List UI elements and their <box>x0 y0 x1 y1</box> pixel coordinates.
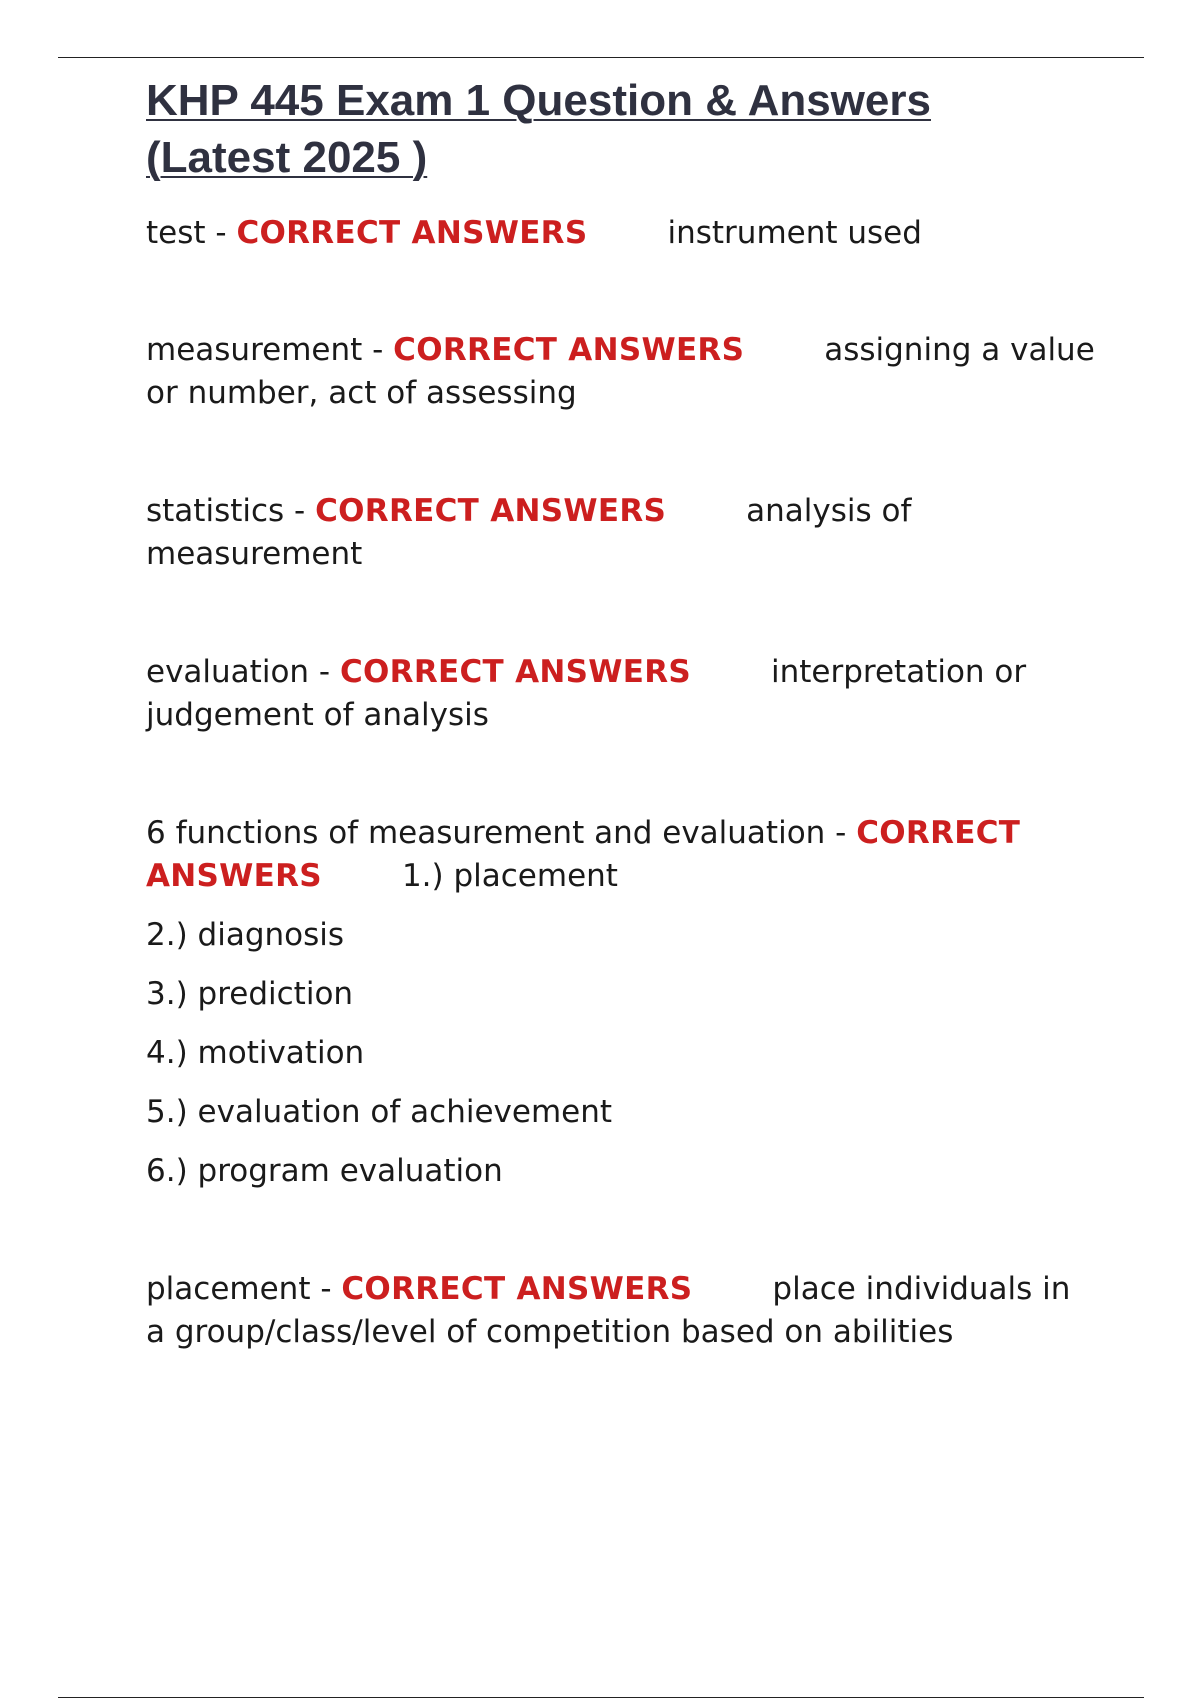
answer-marker: CORRECT ANSWERS <box>146 815 1021 894</box>
document-title <box>146 72 1096 186</box>
entry-term: test - <box>146 215 237 251</box>
qa-entry <box>146 329 1096 415</box>
list-item: 2.) diagnosis <box>146 917 345 953</box>
list-item: 6.) program evaluation <box>146 1153 503 1189</box>
entry-term: 6 functions of measurement and evaluation - <box>146 815 857 851</box>
qa-entry <box>146 812 1096 898</box>
entry-term: evaluation - <box>146 654 340 690</box>
entry-definition: 1.) placement <box>401 858 618 894</box>
entry-term: placement - <box>146 1271 342 1307</box>
entry-definition: interpretation or judgement of analysis <box>146 654 1027 733</box>
list-item: 4.) motivation <box>146 1035 365 1071</box>
entry-definition: place individuals in a group/class/level of competition based on abilities <box>146 1271 1071 1350</box>
answer-marker: CORRECT ANSWERS <box>339 654 691 690</box>
title-line-2: (Latest 2025 ) <box>146 133 428 182</box>
document-body <box>146 72 1096 1354</box>
entry-term: statistics - <box>146 493 316 529</box>
answer-marker: CORRECT ANSWERS <box>341 1271 693 1307</box>
entry-term: measurement - <box>146 332 394 368</box>
top-rule <box>58 57 1144 58</box>
answer-marker: CORRECT ANSWERS <box>315 493 667 529</box>
list-item: 3.) prediction <box>146 976 354 1012</box>
entry-definition: assigning a value or number, act of assessing <box>146 332 1095 411</box>
bottom-rule <box>58 1697 1144 1698</box>
qa-entry <box>146 1268 1096 1354</box>
answer-marker: CORRECT ANSWERS <box>393 332 745 368</box>
answer-marker: CORRECT ANSWERS <box>236 215 588 251</box>
qa-entry <box>146 212 1096 255</box>
qa-entry <box>146 651 1096 737</box>
title-line-1: KHP 445 Exam 1 Question & Answers <box>146 76 931 125</box>
entry-definition: instrument used <box>667 215 922 251</box>
qa-entry <box>146 490 1096 576</box>
entry-definition: analysis of measurement <box>146 493 912 572</box>
list-item: 5.) evaluation of achievement <box>146 1094 613 1130</box>
